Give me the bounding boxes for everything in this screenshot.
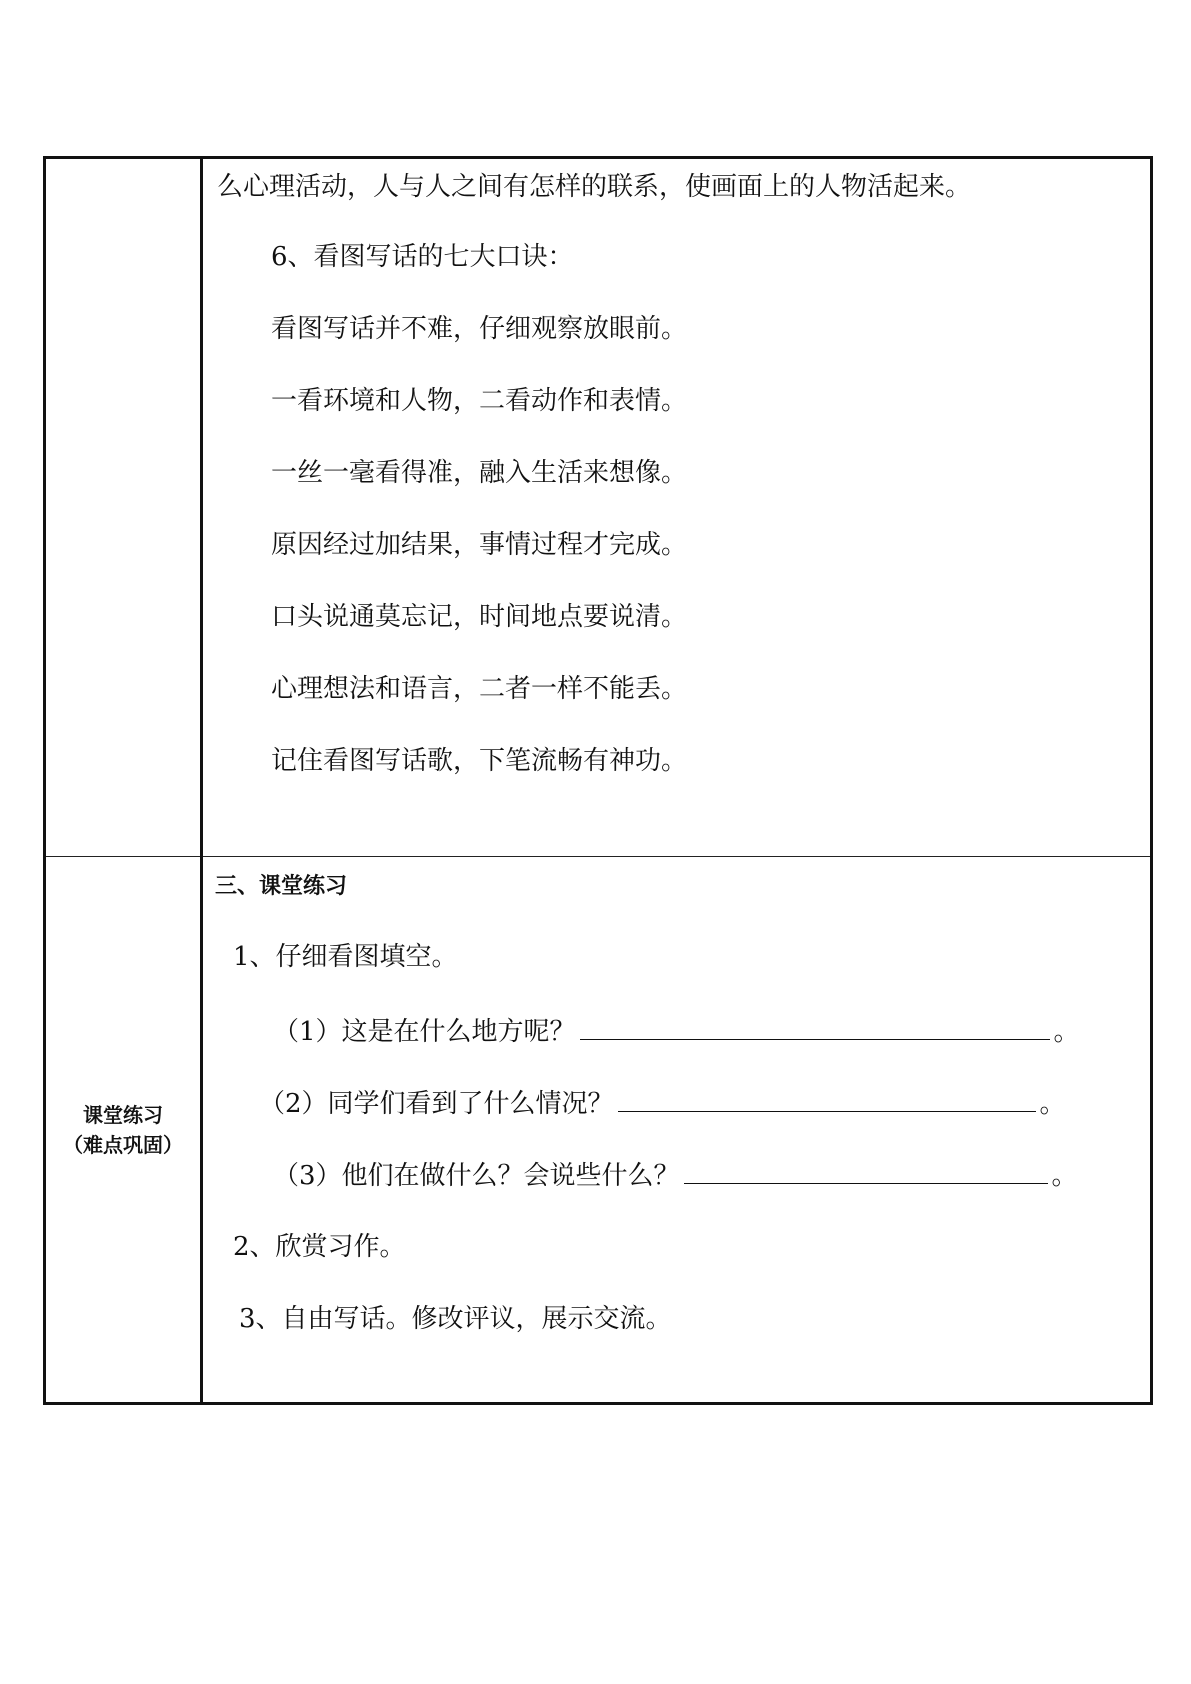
answer-blank-2[interactable]: [618, 1085, 1036, 1112]
question-1: [273, 1013, 1080, 1050]
section-heading: 三、课堂练习: [215, 874, 348, 899]
lesson-plan-table: [43, 156, 1153, 1405]
content-cell: [202, 158, 1152, 857]
exercise-item-3: 3、自由写话。修改评议，展示交流。: [239, 1304, 672, 1334]
verse-line: 记住看图写话歌，下笔流畅有神功。: [271, 746, 688, 776]
verse-line: 一看环境和人物，二看动作和表情。: [271, 386, 688, 416]
verse-line: 原因经过加结果，事情过程才完成。: [271, 530, 688, 560]
exercise-item-1: 1、仔细看图填空。: [233, 942, 458, 972]
answer-blank-1[interactable]: [580, 1013, 1050, 1040]
question-2: [259, 1085, 1066, 1122]
question-2-text: （2）同学们看到了什么情况？: [259, 1089, 614, 1119]
section-label-line2: （难点巩固）: [63, 1132, 183, 1157]
verse-line: 看图写话并不难，仔细观察放眼前。: [271, 314, 688, 344]
verse-line: 一丝一毫看得准，融入生活来想像。: [271, 458, 688, 488]
period: 。: [1039, 1089, 1066, 1119]
question-3: [273, 1157, 1078, 1194]
label-cell-empty: [45, 158, 202, 857]
table-row: [45, 857, 1152, 1404]
verse-line: 心理想法和语言，二者一样不能丢。: [271, 674, 688, 704]
verse-line: 口头说通莫忘记，时间地点要说清。: [271, 602, 688, 632]
section-label-line1: 课堂练习: [83, 1102, 163, 1127]
table-row: [45, 158, 1152, 857]
question-1-text: （1）这是在什么地方呢？: [273, 1017, 576, 1047]
period: 。: [1053, 1017, 1080, 1047]
answer-blank-3[interactable]: [684, 1157, 1048, 1184]
question-3-text: （3）他们在做什么？会说些什么？: [273, 1161, 680, 1191]
exercise-item-2: 2、欣赏习作。: [233, 1232, 406, 1262]
period: 。: [1051, 1161, 1078, 1191]
tip-title: 6、看图写话的七大口诀：: [271, 242, 574, 272]
section-label-cell: [45, 857, 202, 1404]
continuation-text: 么心理活动，人与人之间有怎样的联系，使画面上的人物活起来。: [217, 172, 972, 202]
exercise-cell: [202, 857, 1152, 1404]
